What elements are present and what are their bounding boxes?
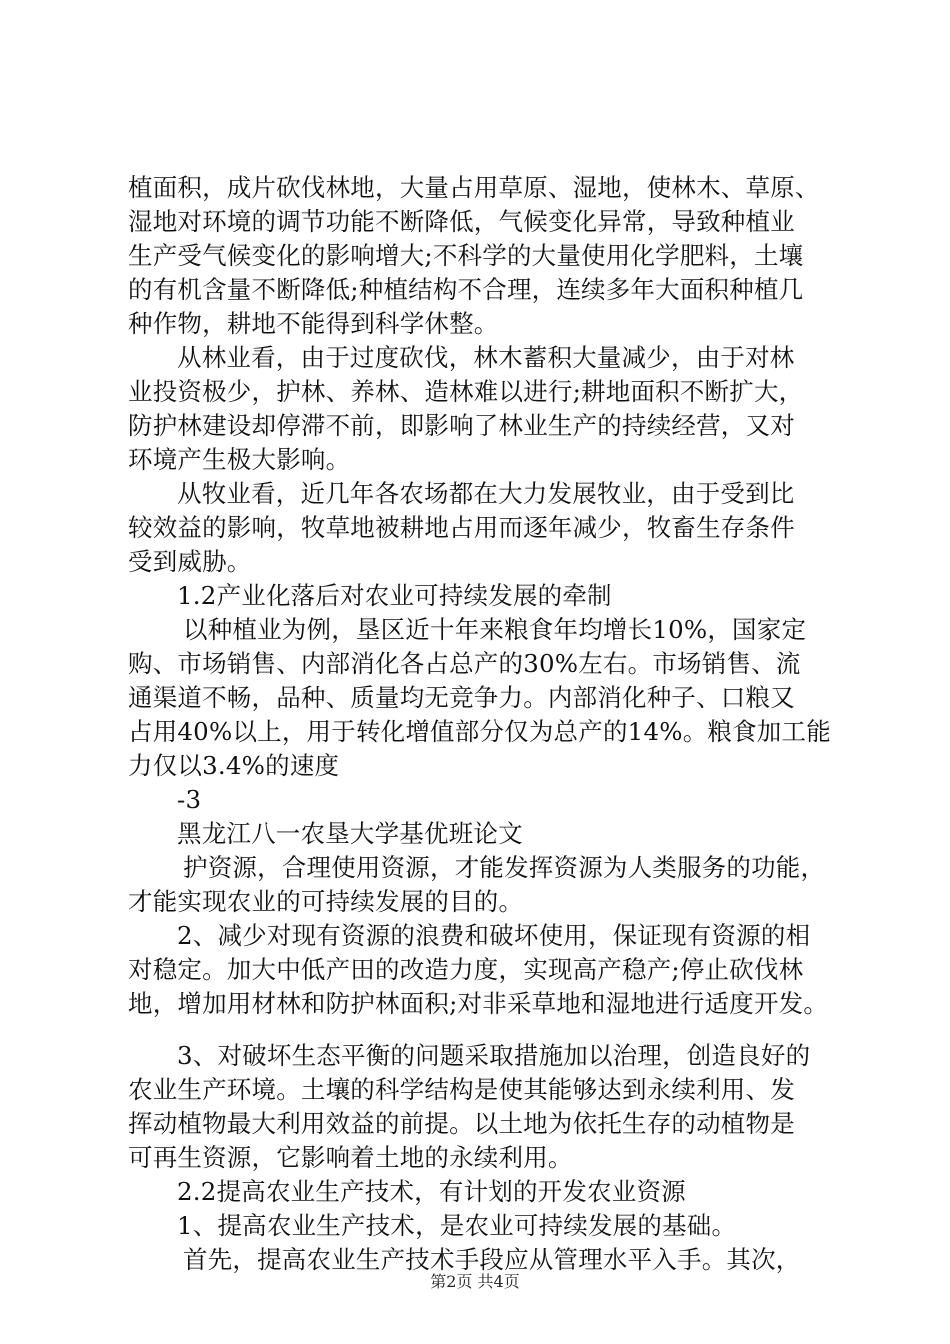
body-line: 湿地对环境的调节功能不断降低，气候变化异常，导致种植业 (128, 207, 795, 236)
body-line: 对稳定。加大中低产田的改造力度，实现高产稳产;停止砍伐林 (128, 955, 804, 984)
section-heading: 1.2产业化落后对农业可持续发展的牵制 (177, 581, 612, 610)
paragraph-start-line: 3、对破坏生态平衡的问题采取措施加以治理，创造良好的 (177, 1041, 811, 1070)
body-line: 通渠道不畅，品种、质量均无竞争力。内部消化种子、口粮又 (128, 683, 795, 712)
body-line: 力仅以3.4%的速度 (128, 751, 340, 780)
body-line: 环境产生极大影响。 (128, 445, 351, 474)
body-line: 农业生产环境。土壤的科学结构是使其能够达到永续利用、发 (128, 1075, 795, 1104)
paragraph-start-line: 1、提高农业生产技术，是农业可持续发展的基础。 (177, 1211, 737, 1240)
body-line: 地，增加用材林和防护林面积;对非采草地和湿地进行适度开发。 (128, 989, 829, 1018)
body-line: 较效益的影响，牧草地被耕地占用而逐年减少，牧畜生存条件 (128, 513, 795, 542)
body-line: 植面积，成片砍伐林地，大量占用草原、湿地，使林木、草原、 (128, 173, 820, 202)
body-line: 占用40%以上，用于转化增值部分仅为总产的14%。粮食加工能 (128, 717, 831, 746)
body-line: 购、市场销售、内部消化各占总产的30%左右。市场销售、流 (128, 649, 801, 678)
page-marker: -3 (177, 785, 202, 814)
body-line: 受到威胁。 (128, 547, 252, 576)
paragraph-start-line: 2、减少对现有资源的浪费和破坏使用，保证现有资源的相 (177, 921, 811, 950)
body-line: 业投资极少，护林、养林、造林难以进行;耕地面积不断扩大， (128, 377, 804, 406)
running-header: 黑龙江八一农垦大学基优班论文 (177, 819, 523, 848)
body-line: 可再生资源，它影响着土地的永续利用。 (128, 1143, 573, 1172)
paragraph-start-line: 以种植业为例，垦区近十年来粮食年均增长10%，国家定 (183, 615, 807, 644)
body-line: 的有机含量不断降低;种植结构不合理，连续多年大面积种植几 (128, 275, 804, 304)
body-line: 才能实现农业的可持续发展的目的。 (128, 887, 524, 916)
body-line: 防护林建设却停滞不前，即影响了林业生产的持续经营，又对 (128, 411, 795, 440)
page-footer: 第2页 共4页 (430, 1272, 520, 1291)
paragraph-start-line: 从牧业看，近几年各农场都在大力发展牧业，由于受到比 (177, 479, 795, 508)
body-line: 挥动植物最大利用效益的前提。以土地为依托生存的动植物是 (128, 1109, 795, 1138)
paragraph-start-line: 护资源，合理使用资源，才能发挥资源为人类服务的功能， (183, 853, 826, 882)
body-line: 生产受气候变化的影响增大;不科学的大量使用化学肥料，土壤 (128, 241, 804, 270)
paragraph-start-line: 从林业看，由于过度砍伐，林木蓄积大量减少，由于对林 (177, 343, 795, 372)
paragraph-start-line: 首先，提高农业生产技术手段应从管理水平入手。其次， (183, 1245, 801, 1274)
section-heading: 2.2提高农业生产技术，有计划的开发农业资源 (177, 1177, 686, 1206)
body-line: 种作物，耕地不能得到科学休整。 (128, 309, 499, 338)
